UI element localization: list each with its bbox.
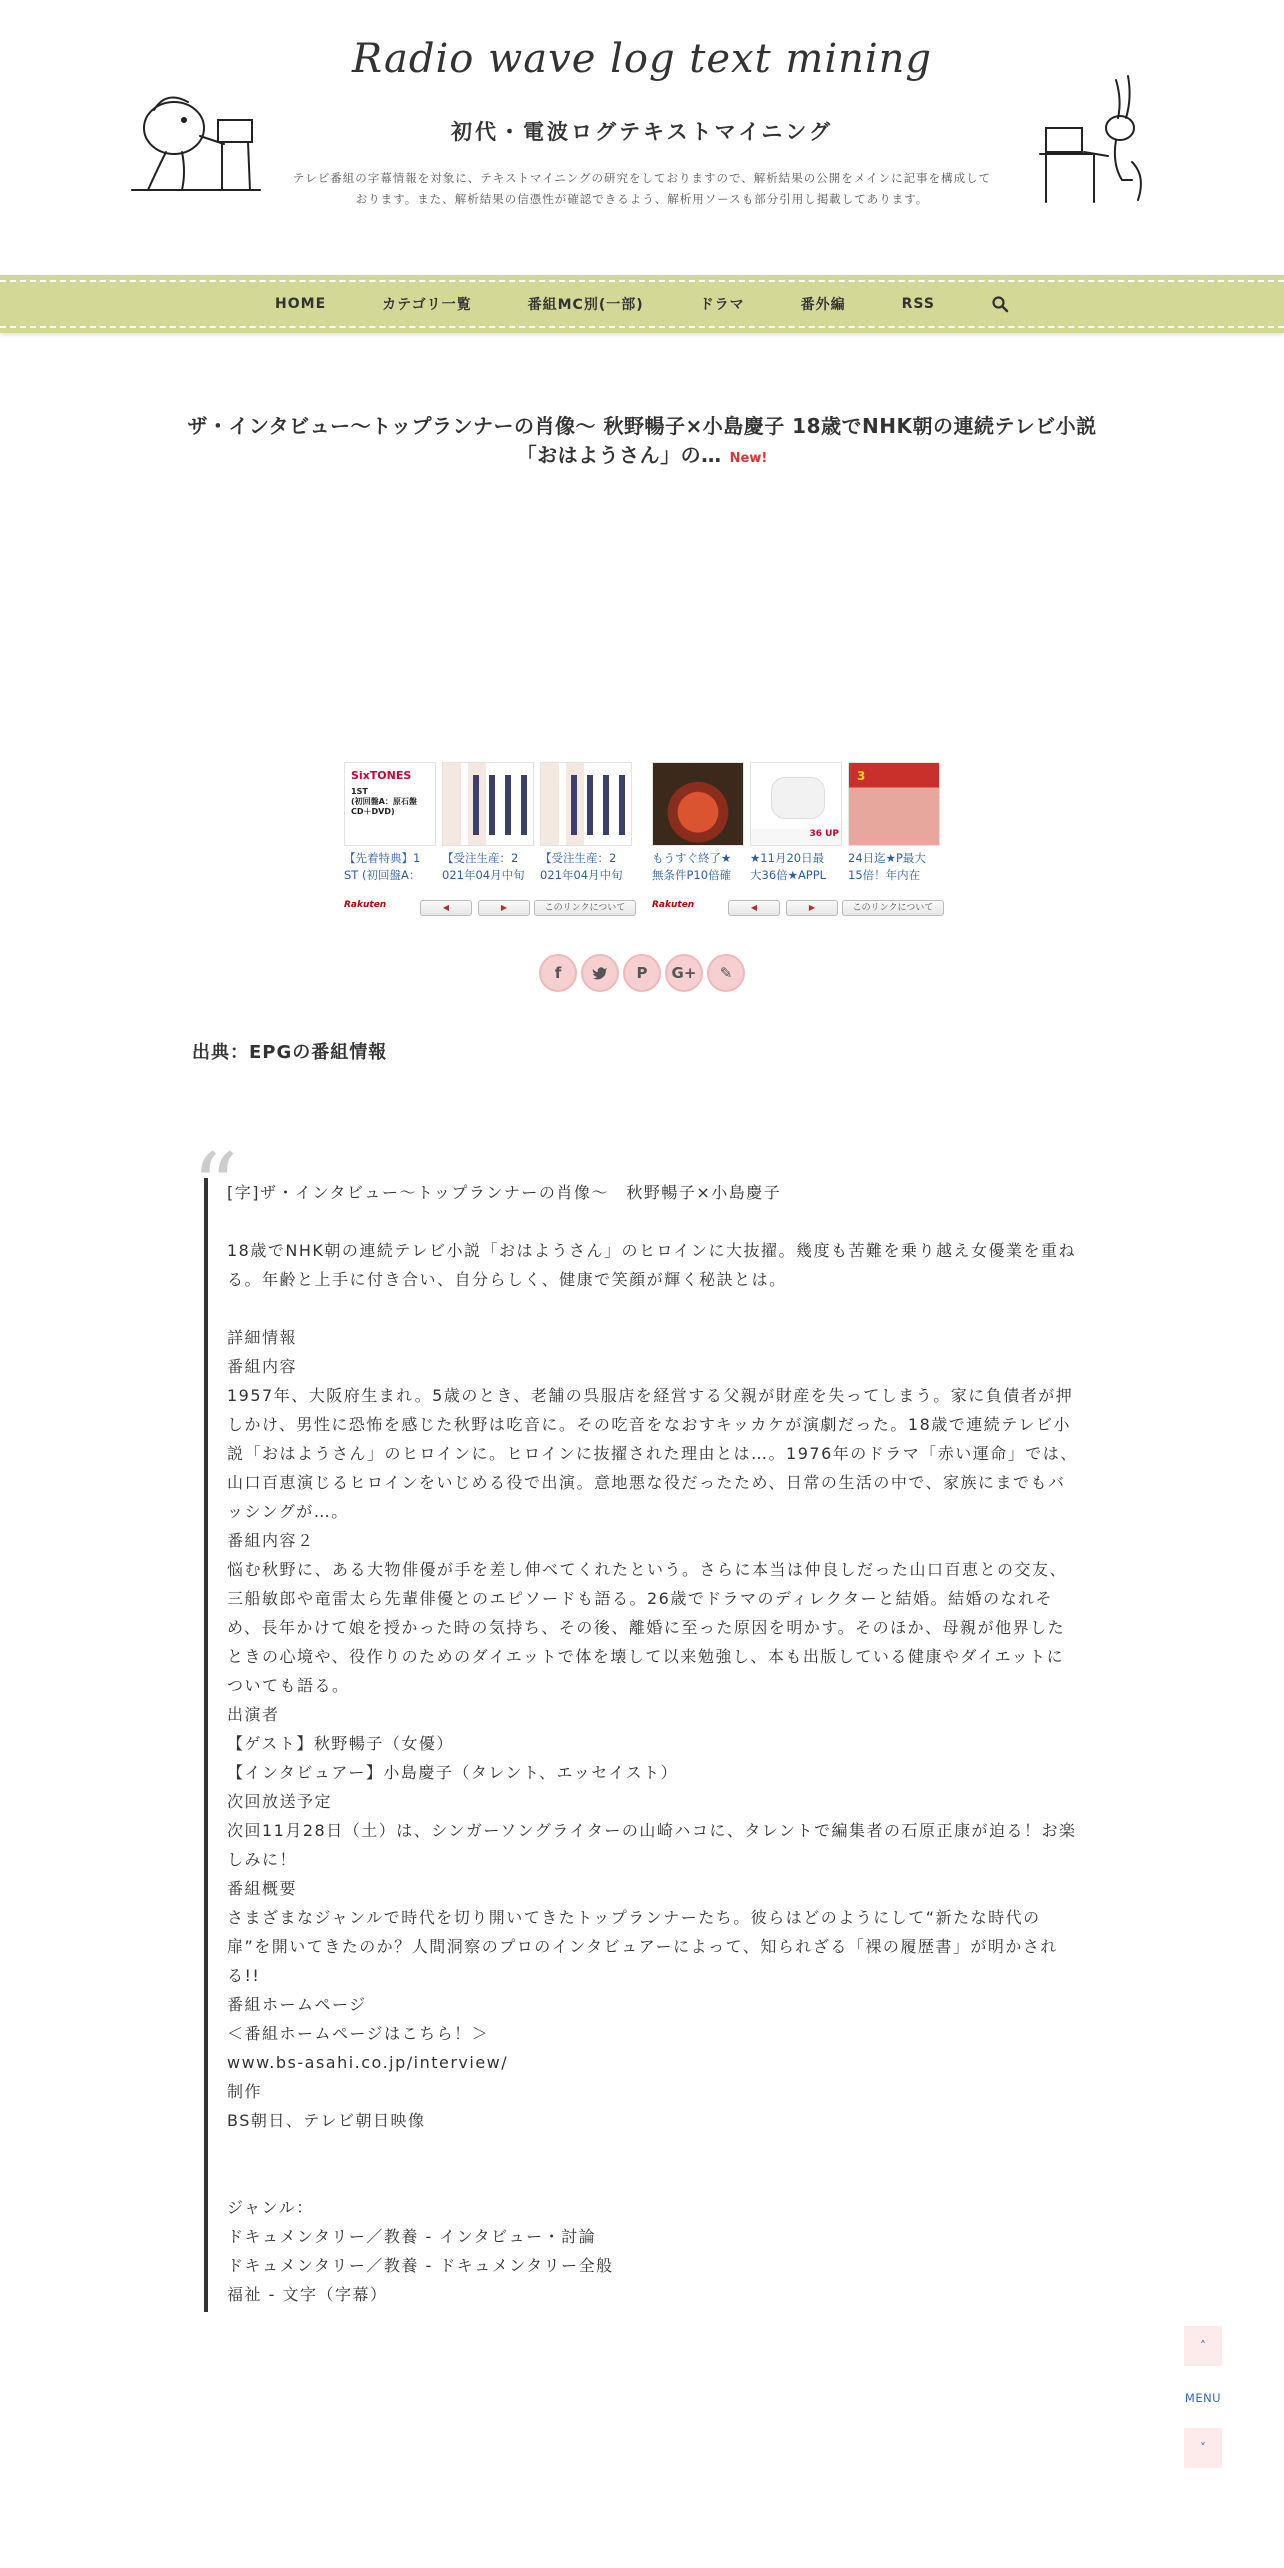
source-heading: 出典：EPGの番組情報 (192, 1042, 388, 1063)
nav-extra[interactable]: 番外編 (800, 297, 846, 313)
edit-pencil-button[interactable]: ✎ (707, 954, 745, 992)
affiliate-text-line: 【先着特典】1 (344, 851, 421, 865)
about-link-button[interactable]: このリンクについて (534, 900, 636, 916)
quote-line: 番組概要 (227, 1879, 298, 1898)
affiliate-group (344, 762, 640, 920)
site-description-line: テレビ番組の字幕情報を対象に、テキストマイニングの研究をしておりますので、解析結果の公開をメインに記事を構成して (292, 171, 992, 185)
thumb-badge: 3 (857, 769, 866, 783)
quote-line: BS朝日、テレビ朝日映像 (227, 2111, 426, 2130)
thumb-caption-line: 1ST (351, 787, 368, 796)
affiliate-text-line: 【受注生産：2 (442, 851, 519, 865)
quote-line: 番組内容２ (227, 1531, 315, 1550)
site-subtitle: 初代・電波ログテキストマイニング (451, 120, 833, 144)
affiliate-text-line: ST (初回盤A： (344, 868, 421, 882)
quote-line: 次回放送予定 (227, 1792, 333, 1811)
affiliate-text[interactable] (750, 850, 842, 884)
quote-line: る!! (227, 1966, 261, 1985)
quote-line: 番組内容 (227, 1357, 298, 1376)
prev-arrow-button[interactable]: ◀ (728, 900, 780, 916)
thumb-caption (351, 787, 417, 817)
quote-line (227, 1294, 1082, 1323)
quote-line: 1957年、大阪府生まれ。5歳のとき、老舗の呉服店を経営する父親が財産を失ってしまう。家に負債者が押 (227, 1386, 1074, 1405)
nav-by-mc[interactable]: 番組MC別(一部) (527, 297, 644, 313)
menu-button[interactable]: MENU (1184, 2378, 1222, 2418)
quote-line: め、長年かけて娘を授かった時の気持ち、その後、離婚に至った原因を明かす。そのほか、母親が他界した (227, 1618, 1066, 1637)
rakuten-logo[interactable]: Rakuten (344, 900, 387, 910)
product-thumbnail[interactable] (540, 762, 632, 846)
quote-line: 18歳でNHK朝の連続テレビ小説「おはようさん」のヒロインに大抜擢。幾度も苦難を乗り越え女優業を重ね (227, 1241, 1077, 1260)
pinterest-share-button[interactable]: P (623, 954, 661, 992)
nav-drama[interactable]: ドラマ (699, 297, 745, 313)
thumb-caption-line: (初回盤A：原石盤 (351, 797, 417, 806)
quote-line (227, 2135, 1082, 2164)
twitter-share-button[interactable] (581, 954, 619, 992)
next-arrow-button[interactable]: ▶ (786, 900, 838, 916)
quote-line: 出演者 (227, 1705, 280, 1724)
affiliate-item[interactable] (652, 762, 744, 892)
quote-line (227, 1207, 1082, 1236)
thumb-caption-line: CD＋DVD) (351, 807, 395, 816)
affiliate-text-line: 24日迄★P最大 (848, 851, 926, 865)
quote-line: 悩む秋野に、ある大物俳優が手を差し伸べてくれたという。さらに本当は仲良しだった山口百恵との交友、 (227, 1560, 1068, 1579)
quote-line: ＜番組ホームページはこちら！＞ (227, 2024, 490, 2043)
thumb-badge: 36 UP (751, 829, 842, 845)
share-buttons (536, 954, 748, 996)
scroll-up-button[interactable]: ˄ (1184, 2326, 1222, 2366)
affiliate-text-line: ★11月20日最 (750, 851, 825, 865)
quote-line: 扉”を開いてきたのか？人間洞察のプロのインタビュアーによって、知られざる「裸の履歴書」が明かされ (227, 1937, 1058, 1956)
affiliate-text[interactable] (652, 850, 744, 884)
affiliate-item[interactable] (442, 762, 534, 892)
affiliate-text[interactable] (344, 850, 436, 884)
epg-blockquote (204, 1178, 1082, 2312)
rakuten-logo[interactable]: Rakuten (652, 900, 695, 910)
quote-line: 制作 (227, 2082, 263, 2101)
product-thumbnail[interactable] (750, 762, 842, 846)
affiliate-item[interactable] (540, 762, 632, 892)
quote-line (227, 2164, 1082, 2193)
quote-line: 三船敏郎や竜雷太ら先輩俳優とのエピソードも語る。26歳でドラマのディレクターと結婚。結婚のなれそ (227, 1589, 1054, 1608)
quote-line: ジャンル： (227, 2198, 314, 2217)
quote-line: さまざまなジャンルで時代を切り開いてきたトップランナーたち。彼らはどのようにして“新たな時代の (227, 1908, 1041, 1927)
twitter-icon (592, 966, 608, 980)
quote-line[interactable]: www.bs-asahi.co.jp/interview/ (227, 2053, 509, 2072)
googleplus-share-button[interactable]: G+ (665, 954, 703, 992)
nav-rss[interactable]: RSS (901, 296, 935, 312)
quote-line: 詳細情報 (227, 1328, 298, 1347)
product-thumbnail[interactable] (652, 762, 744, 846)
new-badge: New! (729, 451, 768, 466)
affiliate-text-line: 【受注生産：2 (540, 851, 617, 865)
affiliate-text[interactable] (848, 850, 940, 884)
quote-line: [字]ザ・インタビュー～トップランナーの肖像～ 秋野暢子×小島慶子 (227, 1183, 782, 1202)
post-title (184, 412, 1100, 473)
quote-line: しかけ、男性に恐怖を感じた秋野は吃音に。その吃音をなおすキッカケが演劇だった。18歳で連続テレビ小 (227, 1415, 1071, 1434)
site-description-line: おります。また、解析結果の信憑性が確認できるよう、解析用ソースも部分引用し掲載してあります。 (355, 192, 929, 206)
about-link-button[interactable]: このリンクについて (842, 900, 944, 916)
quote-line: 説「おはようさん」のヒロインに。ヒロインに抜擢された理由とは…。1976年のドラマ「赤い運命」では、 (227, 1444, 1078, 1463)
quote-line: ッシングが…。 (227, 1502, 349, 1521)
affiliate-text-line: 大36倍★APPL (750, 868, 827, 882)
product-thumbnail[interactable] (442, 762, 534, 846)
nav-home[interactable]: HOME (275, 296, 327, 312)
affiliate-group (652, 762, 942, 920)
affiliate-text[interactable] (540, 850, 632, 884)
nav-category-list[interactable]: カテゴリ一覧 (382, 297, 472, 313)
quote-line: ドキュメンタリー／教養 - インタビュー・討論 (227, 2227, 597, 2246)
quote-line: 次回11月28日（土）は、シンガーソングライターの山崎ハコに、タレントで編集者の石原正康が迫る！お楽 (227, 1821, 1077, 1840)
search-icon[interactable] (991, 295, 1009, 313)
product-thumbnail[interactable] (848, 762, 940, 846)
quote-line: る。年齢と上手に付き合い、自分らしく、健康で笑顔が輝く秘訣とは。 (227, 1270, 787, 1289)
affiliate-item[interactable] (750, 762, 842, 892)
quote-line: ドキュメンタリー／教養 - ドキュメンタリー全般 (227, 2256, 614, 2275)
prev-arrow-button[interactable]: ◀ (420, 900, 472, 916)
next-arrow-button[interactable]: ▶ (478, 900, 530, 916)
thumb-label: SixTONES (351, 769, 412, 782)
quote-line: 山口百恵演じるヒロインをいじめる役で出演。意地悪な役だったため、日常の生活の中で、家族にまでもバ (227, 1473, 1066, 1492)
affiliate-text[interactable] (442, 850, 534, 884)
scroll-down-button[interactable]: ˅ (1184, 2428, 1222, 2468)
affiliate-footer (652, 900, 942, 916)
quote-line: 福祉 - 文字（字幕） (227, 2285, 388, 2304)
affiliate-widget (344, 762, 940, 920)
affiliate-item[interactable] (848, 762, 940, 892)
site-description (272, 168, 1012, 210)
affiliate-item[interactable] (344, 762, 436, 892)
affiliate-footer (344, 900, 634, 916)
affiliate-text-line: 021年04月中旬 (442, 868, 525, 882)
site-title[interactable]: Radio wave log text mining (351, 36, 933, 82)
quote-line: ときの心境や、役作りのためのダイエットで体を壊して以来勉強し、本も出版している健康やダイエットに (227, 1647, 1065, 1666)
product-thumbnail[interactable] (344, 762, 436, 846)
affiliate-text-line: もうすぐ終了★ (652, 851, 732, 865)
quote-mark-icon: “ (192, 1134, 239, 1239)
affiliate-text-line: 15倍！年内在 (848, 868, 921, 882)
affiliate-text-line: 021年04月中旬 (540, 868, 623, 882)
quote-line: 番組ホームページ (227, 1995, 367, 2014)
quote-line: ついても語る。 (227, 1676, 350, 1695)
quote-lines (227, 1178, 1082, 2309)
post-title-text: ザ・インタビュー～トップランナーの肖像～ 秋野暢子×小島慶子 18歳でNHK朝の連続テレビ小説「おはようさん」の… (187, 414, 1097, 467)
global-nav (0, 275, 1284, 333)
affiliate-text-line: 無条件P10倍確 (652, 868, 732, 882)
quote-line: 【インタビュアー】小島慶子（タレント、エッセイスト） (227, 1763, 679, 1782)
quote-line: しみに！ (227, 1850, 298, 1869)
quote-line: 【ゲスト】秋野暢子（女優） (227, 1734, 454, 1753)
facebook-share-button[interactable]: f (539, 954, 577, 992)
